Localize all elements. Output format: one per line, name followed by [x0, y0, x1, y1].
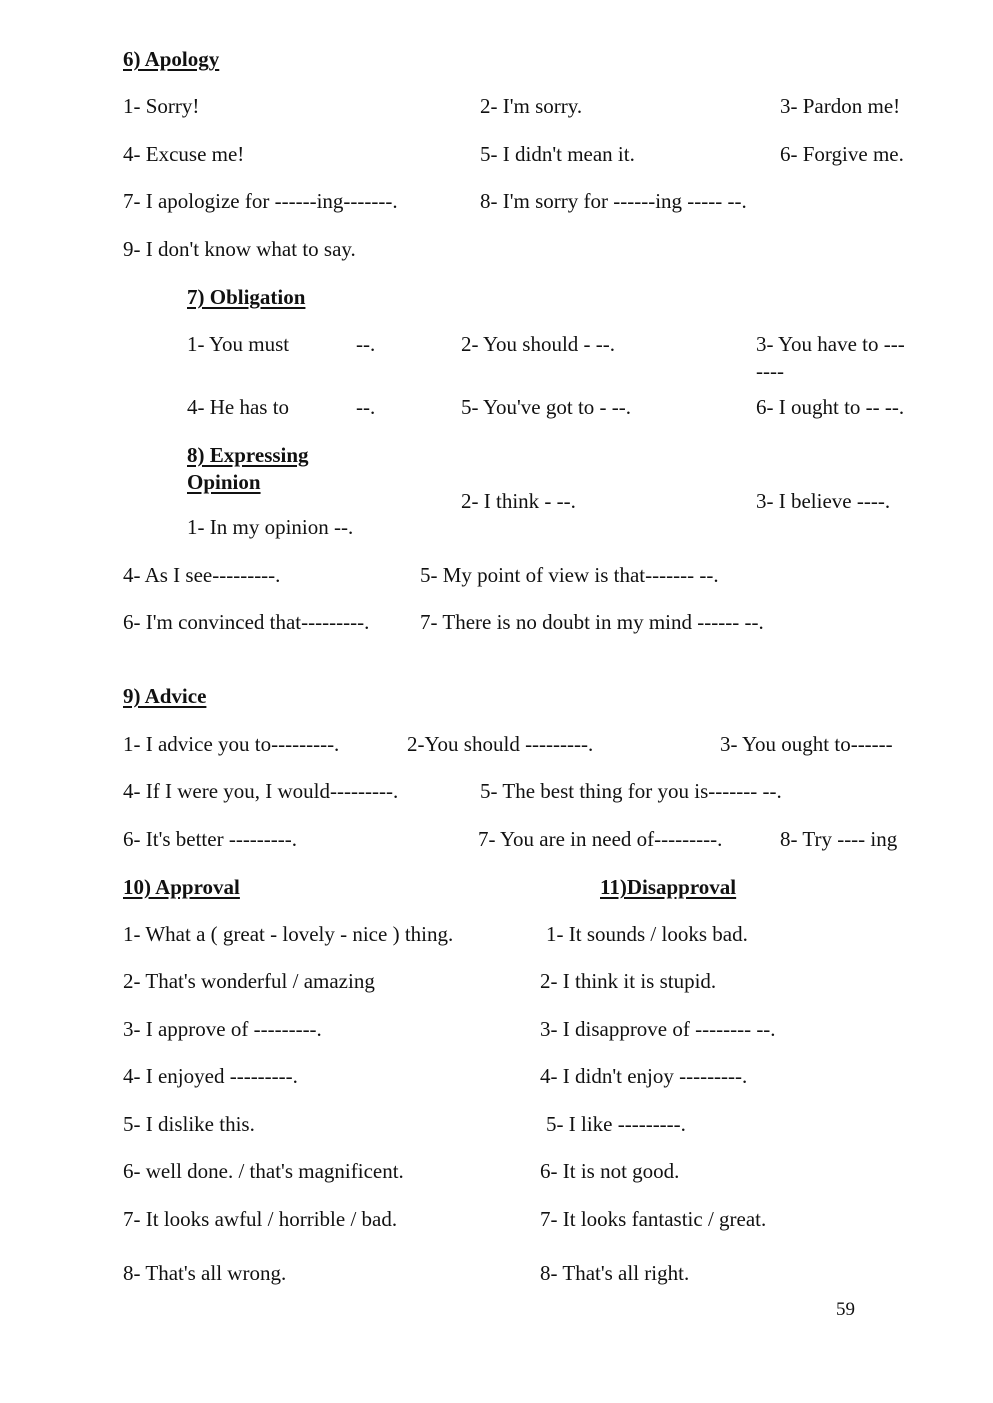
- disapproval-item: 4- I didn't enjoy ---------.: [540, 1064, 748, 1088]
- apology-item: 1- Sorry!: [123, 94, 200, 118]
- apology-item: 5- I didn't mean it.: [480, 142, 635, 166]
- approval-item: 1- What a ( great - lovely - nice ) thing.: [123, 922, 454, 946]
- disapproval-item: 7- It looks fantastic / great.: [540, 1207, 767, 1231]
- advice-item: 7- You are in need of---------.: [478, 827, 723, 851]
- approval-heading: 10) Approval: [123, 875, 240, 899]
- approval-item: 6- well done. / that's magnificent.: [123, 1159, 404, 1183]
- obligation-item-blank: --.: [356, 332, 376, 356]
- advice-item: 3- You ought to------: [720, 732, 893, 756]
- obligation-item: 1- You must: [187, 332, 290, 356]
- approval-item: 2- That's wonderful / amazing: [123, 969, 375, 993]
- obligation-heading: 7) Obligation: [187, 285, 306, 309]
- advice-item: 6- It's better ---------.: [123, 827, 298, 851]
- opinion-item: 6- I'm convinced that---------.: [123, 610, 370, 634]
- disapproval-item: 5- I like ---------.: [546, 1112, 686, 1136]
- apology-heading: 6) Apology: [123, 47, 220, 71]
- approval-item: 3- I approve of ---------.: [123, 1017, 322, 1041]
- obligation-item: 2- You should - --.: [461, 332, 616, 356]
- approval-item: 7- It looks awful / horrible / bad.: [123, 1207, 398, 1231]
- apology-item: 6- Forgive me.: [780, 142, 904, 166]
- page-number: 59: [836, 1299, 855, 1320]
- opinion-item: 4- As I see---------.: [123, 563, 281, 587]
- approval-item: 5- I dislike this.: [123, 1112, 255, 1136]
- apology-item: 9- I don't know what to say.: [123, 237, 356, 261]
- disapproval-heading: 11)Disapproval: [600, 875, 737, 899]
- opinion-heading-line2: Opinion: [187, 470, 261, 494]
- advice-item: 4- If I were you, I would---------.: [123, 779, 399, 803]
- opinion-item: 1- In my opinion --.: [187, 515, 354, 539]
- disapproval-item: 6- It is not good.: [540, 1159, 680, 1183]
- approval-item: 4- I enjoyed ---------.: [123, 1064, 298, 1088]
- apology-item: 4- Excuse me!: [123, 142, 245, 166]
- disapproval-item: 2- I think it is stupid.: [540, 969, 717, 993]
- opinion-item: 5- My point of view is that------- --.: [420, 563, 719, 587]
- opinion-item: 3- I believe ----.: [756, 489, 891, 513]
- obligation-item: 4- He has to: [187, 395, 290, 419]
- obligation-item: 6- I ought to -- --.: [756, 395, 905, 419]
- disapproval-item: 8- That's all right.: [540, 1261, 690, 1285]
- apology-item: 3- Pardon me!: [780, 94, 901, 118]
- advice-item: 5- The best thing for you is------- --.: [480, 779, 782, 803]
- obligation-item: 3- You have to ---: [756, 332, 905, 356]
- obligation-item-continuation: ----: [756, 359, 784, 383]
- advice-item: 2-You should ---------.: [407, 732, 594, 756]
- advice-item: 8- Try ---- ing: [780, 827, 898, 851]
- advice-heading: 9) Advice: [123, 684, 207, 708]
- obligation-item: 5- You've got to - --.: [461, 395, 632, 419]
- disapproval-item: 1- It sounds / looks bad.: [546, 922, 748, 946]
- opinion-heading: 8) Expressing: [187, 443, 309, 467]
- apology-item: 8- I'm sorry for ------ing ----- --.: [480, 189, 747, 213]
- obligation-item-blank: --.: [356, 395, 376, 419]
- disapproval-item: 3- I disapprove of -------- --.: [540, 1017, 776, 1041]
- approval-item: 8- That's all wrong.: [123, 1261, 287, 1285]
- advice-item: 1- I advice you to---------.: [123, 732, 340, 756]
- opinion-item: 7- There is no doubt in my mind ------ --.: [420, 610, 764, 634]
- apology-item: 2- I'm sorry.: [480, 94, 583, 118]
- apology-item: 7- I apologize for ------ing-------.: [123, 189, 398, 213]
- opinion-item: 2- I think - --.: [461, 489, 576, 513]
